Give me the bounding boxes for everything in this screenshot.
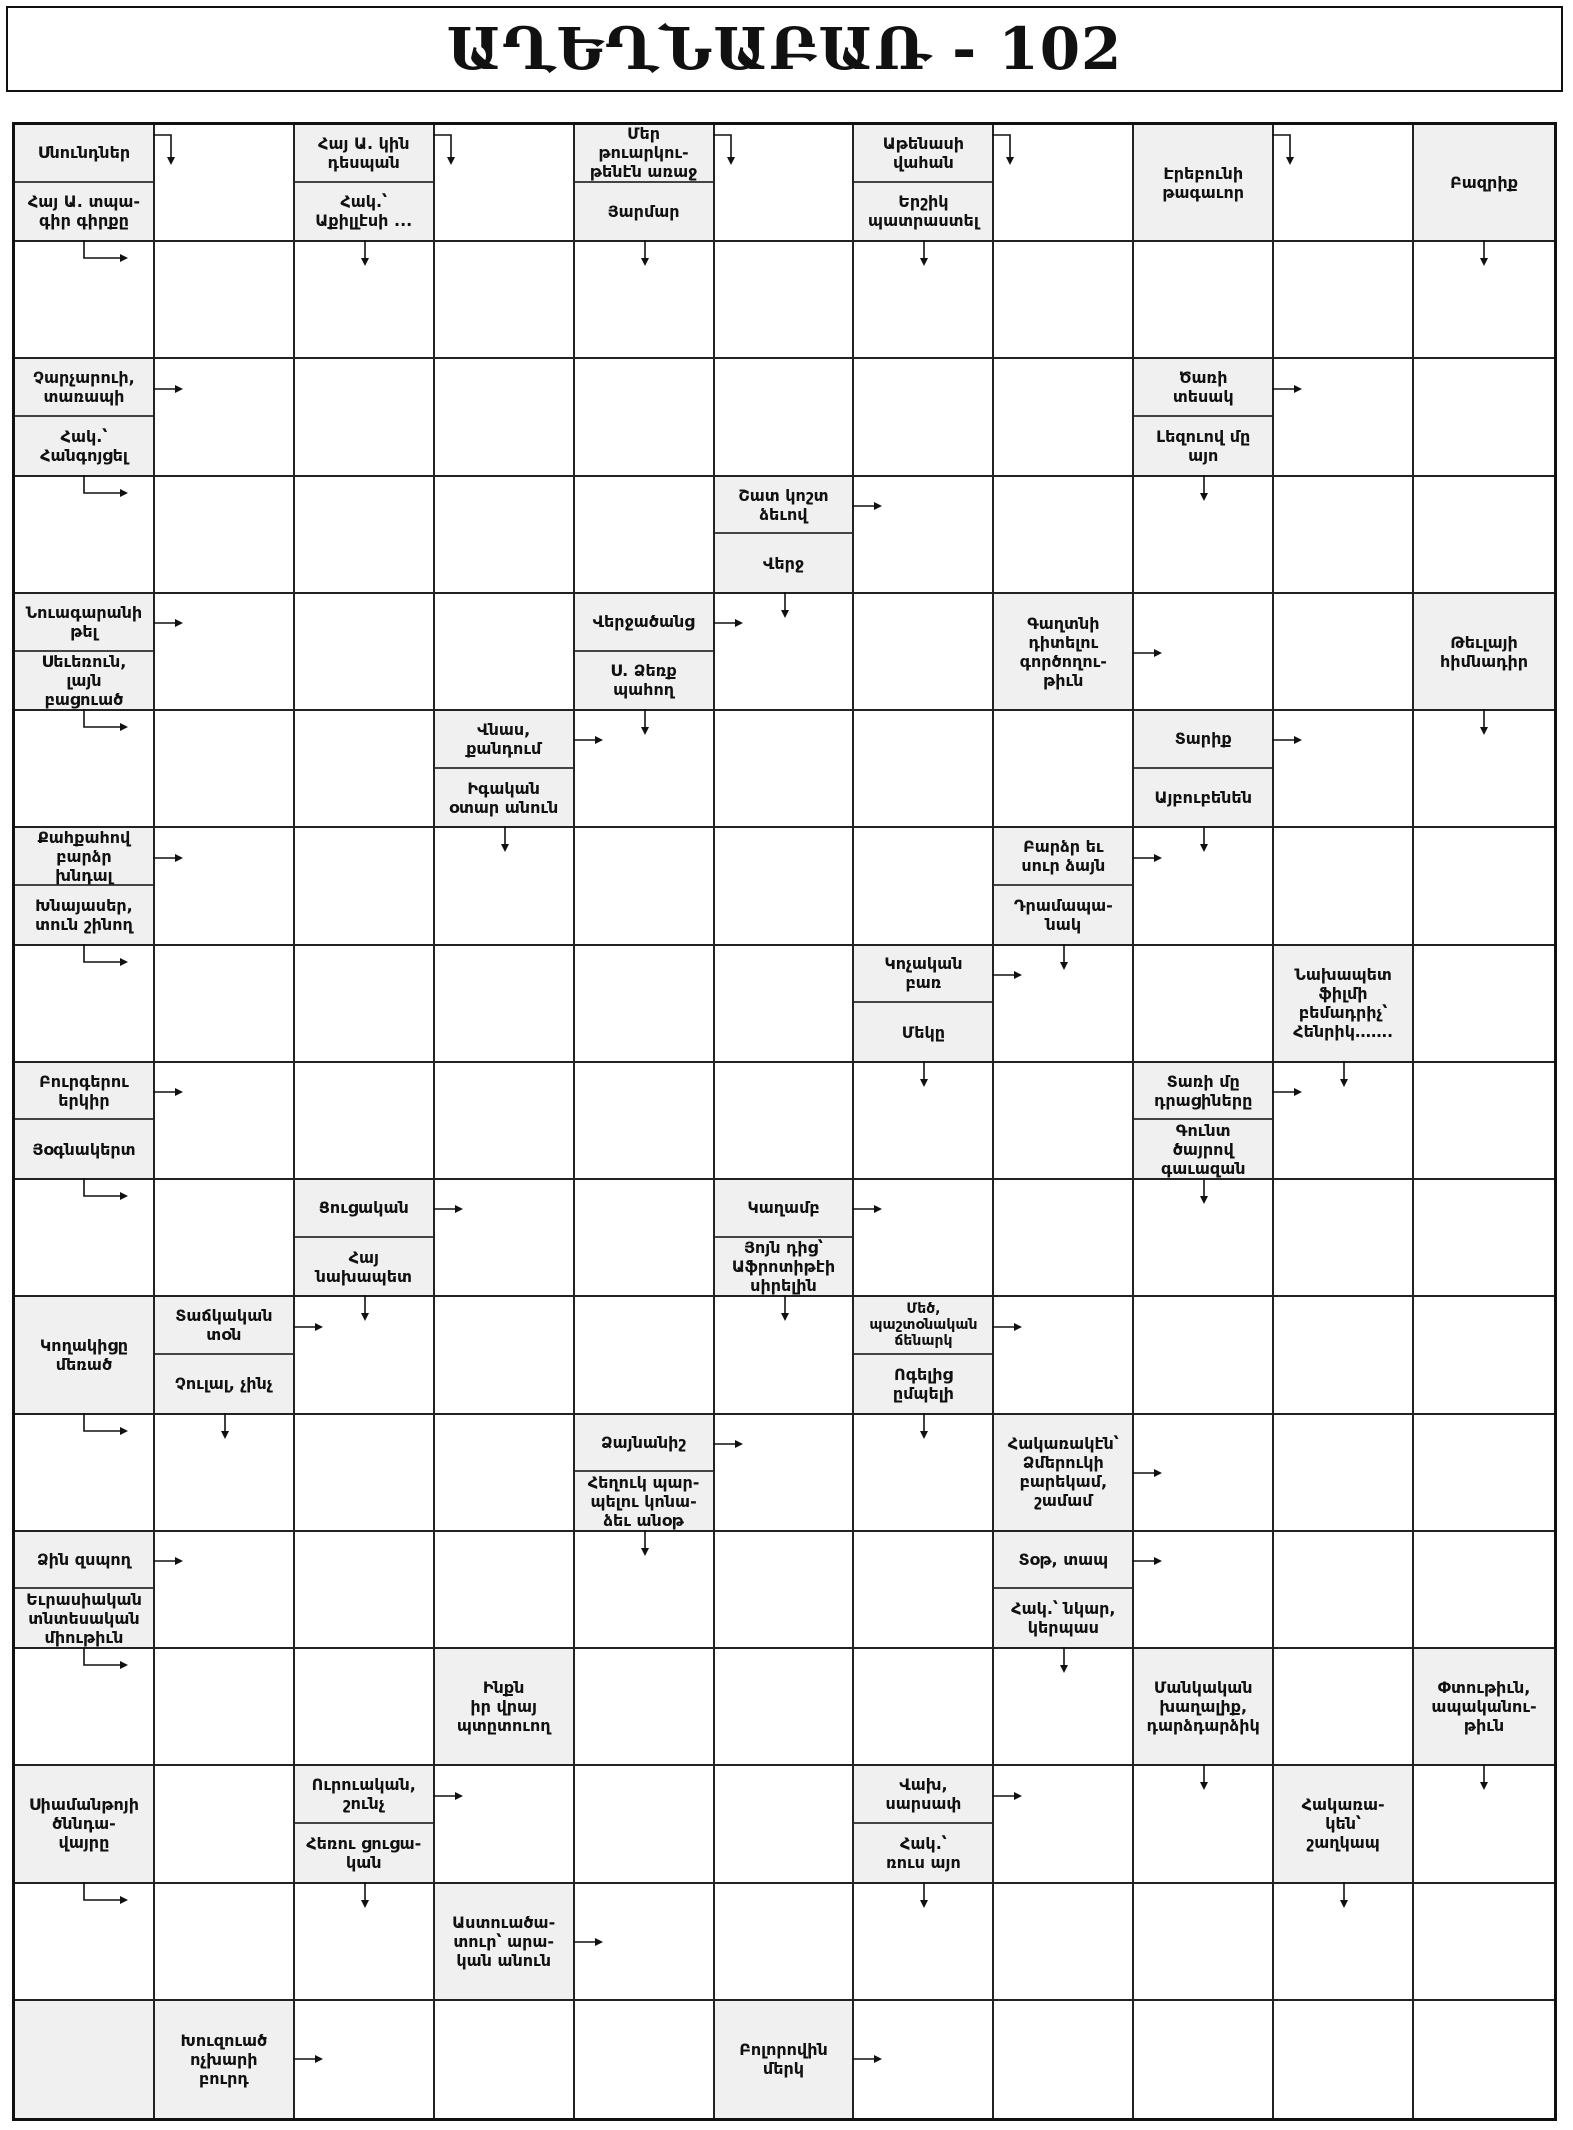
clue-text-top: Բարձր եւ սուր ձայն — [994, 828, 1132, 886]
answer-cell[interactable] — [1414, 946, 1556, 1063]
answer-cell[interactable] — [1414, 242, 1556, 359]
answer-cell[interactable] — [435, 1532, 575, 1649]
answer-cell[interactable] — [715, 828, 855, 945]
answer-cell[interactable] — [15, 242, 155, 359]
clue-text-top: Վախ, սարսափ — [854, 1766, 992, 1824]
clue-text: Ինքն իր վրայ պտըտուող — [456, 1678, 551, 1736]
answer-cell[interactable] — [155, 828, 295, 945]
clue-cell — [994, 1415, 1134, 1532]
answer-cell[interactable] — [854, 828, 994, 945]
answer-cell[interactable] — [994, 1297, 1134, 1414]
answer-cell[interactable] — [295, 1415, 435, 1532]
answer-cell[interactable] — [155, 1063, 295, 1180]
answer-cell[interactable] — [1274, 1649, 1414, 1766]
clue-text-top: Ցուցական — [295, 1180, 433, 1238]
clue-text: Կողակիցը մեռած — [39, 1335, 128, 1374]
clue-text-bottom: Այբուբենեն — [1154, 788, 1252, 808]
clue-text-bottom: Երշիկ պատրաստել — [868, 192, 979, 231]
answer-cell[interactable] — [575, 1766, 715, 1883]
clue-text-top: Ձայնանիշ — [575, 1415, 713, 1473]
answer-cell[interactable] — [1134, 242, 1274, 359]
clue-text-top: Վերջածանց — [575, 594, 713, 652]
answer-cell[interactable] — [575, 1649, 715, 1766]
crossword-grid — [12, 122, 1557, 2121]
answer-cell[interactable] — [1414, 1532, 1556, 1649]
clue-text-bottom: Հակ.՝ Աքիլլէսի ... — [315, 192, 413, 231]
answer-cell[interactable] — [854, 711, 994, 828]
answer-cell[interactable] — [575, 1180, 715, 1297]
answer-cell[interactable] — [435, 594, 575, 711]
clue-cell — [15, 1766, 155, 1883]
answer-cell[interactable] — [155, 1766, 295, 1883]
clue-text-top: Կոչական բառ — [854, 946, 992, 1004]
answer-cell[interactable] — [994, 359, 1134, 476]
clue-text: Հակառա- կեն՝ շաղկապ — [1301, 1795, 1385, 1853]
answer-cell[interactable] — [1274, 125, 1414, 242]
clue-text: Թեւլայի հիմնադիր — [1440, 632, 1529, 671]
answer-cell[interactable] — [15, 1649, 155, 1766]
answer-cell[interactable] — [435, 359, 575, 476]
answer-cell[interactable] — [1134, 1884, 1274, 2001]
answer-cell[interactable] — [155, 242, 295, 359]
clue-cell — [994, 594, 1134, 711]
clue-cell — [994, 1532, 1134, 1649]
answer-cell[interactable] — [715, 1532, 855, 1649]
answer-cell[interactable] — [1134, 477, 1274, 594]
answer-cell[interactable] — [854, 477, 994, 594]
clue-text-top: Կաղամբ — [715, 1180, 853, 1238]
answer-cell[interactable] — [435, 828, 575, 945]
answer-cell[interactable] — [854, 1649, 994, 1766]
answer-cell[interactable] — [1134, 594, 1274, 711]
answer-cell[interactable] — [994, 711, 1134, 828]
clue-text-top: Շատ կոշտ ձեւով — [715, 477, 853, 535]
clue-text-top: Մեծ, պաշտօնական ճենարկ — [854, 1297, 992, 1355]
answer-cell[interactable] — [715, 711, 855, 828]
clue-text: Բոլորովին մերկ — [739, 2040, 828, 2079]
answer-cell[interactable] — [435, 1415, 575, 1532]
answer-cell[interactable] — [994, 1649, 1134, 1766]
clue-text: Մանկական խաղալիք, դարձդարձիկ — [1146, 1678, 1260, 1736]
answer-cell[interactable] — [295, 477, 435, 594]
answer-cell[interactable] — [1414, 1297, 1556, 1414]
clue-cell — [15, 125, 155, 242]
clue-text-top: Քահքահով բարձր խնդալ — [15, 828, 153, 886]
answer-cell[interactable] — [715, 1884, 855, 2001]
answer-cell[interactable] — [435, 1063, 575, 1180]
answer-cell[interactable] — [155, 1649, 295, 1766]
answer-cell[interactable] — [1134, 1766, 1274, 1883]
answer-cell[interactable] — [155, 125, 295, 242]
answer-cell[interactable] — [155, 711, 295, 828]
clue-text-bottom: Հեղուկ պար- պելու կոնա- ձեւ անօթ — [587, 1472, 700, 1530]
answer-cell[interactable] — [575, 946, 715, 1063]
answer-cell[interactable] — [854, 2001, 994, 2120]
answer-cell[interactable] — [715, 594, 855, 711]
clue-text: Խուզուած ոչխարի բուրդ — [180, 2030, 268, 2088]
clue-cell — [1414, 125, 1556, 242]
clue-cell — [575, 125, 715, 242]
answer-cell[interactable] — [1414, 2001, 1556, 2120]
clue-text-bottom: Հայ նախապետ — [315, 1247, 412, 1286]
answer-cell[interactable] — [155, 1180, 295, 1297]
clue-text: Հակառակէն՝ Ձմերուկի բարեկամ, շամամ — [1007, 1434, 1119, 1511]
answer-cell[interactable] — [1414, 711, 1556, 828]
clue-text-bottom: Ոգելից ըմպելի — [892, 1364, 954, 1403]
answer-cell[interactable] — [994, 1063, 1134, 1180]
clue-text-bottom: Եւրասիական տնտեսական միութիւն — [26, 1589, 142, 1647]
answer-cell[interactable] — [854, 359, 994, 476]
answer-cell[interactable] — [435, 1180, 575, 1297]
clue-cell — [1274, 946, 1414, 1063]
answer-cell[interactable] — [155, 594, 295, 711]
clue-text-bottom: Հեռու ցուցա- կան — [306, 1833, 422, 1872]
answer-cell[interactable] — [994, 242, 1134, 359]
clue-text: Աստուածա- տուր՝ արա- կան անուն — [452, 1912, 556, 1970]
answer-cell[interactable] — [994, 477, 1134, 594]
clue-text-top: Մեր թուարկու- թենէն առաջ — [575, 125, 713, 183]
clue-cell — [575, 594, 715, 711]
answer-cell[interactable] — [1414, 828, 1556, 945]
answer-cell[interactable] — [435, 125, 575, 242]
answer-cell[interactable] — [994, 946, 1134, 1063]
answer-cell[interactable] — [155, 477, 295, 594]
blocked-cell — [15, 2001, 155, 2120]
answer-cell[interactable] — [1274, 1532, 1414, 1649]
answer-cell[interactable] — [854, 1415, 994, 1532]
answer-cell[interactable] — [575, 242, 715, 359]
answer-cell[interactable] — [854, 1532, 994, 1649]
answer-cell[interactable] — [435, 477, 575, 594]
answer-cell[interactable] — [715, 242, 855, 359]
answer-cell[interactable] — [1134, 828, 1274, 945]
clue-text-top: Տարիք — [1134, 711, 1272, 769]
clue-text-bottom: Հայ Ա. տպա- գիր գիրքը — [27, 192, 141, 231]
clue-text-top: Ձին զսպող — [15, 1532, 153, 1590]
clue-text-top: Տառի մը դրացիները — [1134, 1063, 1272, 1121]
clue-text-top: Հայ Ա. կին դեսպան — [295, 125, 433, 183]
answer-cell[interactable] — [1274, 828, 1414, 945]
clue-cell — [1414, 1649, 1556, 1766]
clue-text-top: Վնաս, քանդում — [435, 711, 573, 769]
clue-text-bottom: Վերջ — [762, 553, 805, 573]
clue-cell — [854, 125, 994, 242]
clue-cell — [1134, 1649, 1274, 1766]
clue-text-bottom: Իգական օտար անուն — [449, 778, 559, 817]
answer-cell[interactable] — [1414, 1180, 1556, 1297]
answer-cell[interactable] — [575, 1063, 715, 1180]
answer-cell[interactable] — [994, 1884, 1134, 2001]
answer-cell[interactable] — [1414, 359, 1556, 476]
answer-cell[interactable] — [15, 477, 155, 594]
clue-text-bottom: Լեզուով մը այո — [1156, 426, 1251, 465]
clue-cell — [435, 711, 575, 828]
answer-cell[interactable] — [575, 828, 715, 945]
clue-text-bottom: Հակ.՝ նկար, կերպաս — [1011, 1599, 1116, 1638]
answer-cell[interactable] — [435, 1297, 575, 1414]
answer-cell[interactable] — [1414, 1063, 1556, 1180]
clue-text-bottom: Յօգնակերտ — [32, 1139, 136, 1159]
answer-cell[interactable] — [1414, 1766, 1556, 1883]
answer-cell[interactable] — [155, 1415, 295, 1532]
answer-cell[interactable] — [1274, 1415, 1414, 1532]
clue-cell — [295, 1766, 435, 1883]
answer-cell[interactable] — [15, 1884, 155, 2001]
answer-cell[interactable] — [854, 1884, 994, 2001]
answer-cell[interactable] — [1134, 946, 1274, 1063]
answer-cell[interactable] — [715, 359, 855, 476]
answer-cell[interactable] — [435, 1766, 575, 1883]
answer-cell[interactable] — [715, 1766, 855, 1883]
puzzle-title: ԱՂԵՂՆԱԲԱՌ - 102 — [446, 15, 1123, 83]
answer-cell[interactable] — [295, 828, 435, 945]
answer-cell[interactable] — [295, 1063, 435, 1180]
answer-cell[interactable] — [1274, 477, 1414, 594]
answer-cell[interactable] — [15, 1415, 155, 1532]
clue-cell — [295, 1180, 435, 1297]
clue-text-bottom: Խնայասեր, տուն շինող — [35, 895, 133, 934]
clue-cell — [155, 2001, 295, 2120]
clue-cell — [854, 946, 994, 1063]
clue-cell — [295, 125, 435, 242]
answer-cell[interactable] — [15, 1180, 155, 1297]
clue-cell — [715, 1180, 855, 1297]
clue-text-bottom: Գունտ ծայրով գաւազան — [1160, 1120, 1246, 1178]
answer-cell[interactable] — [1414, 1415, 1556, 1532]
answer-cell[interactable] — [295, 946, 435, 1063]
answer-cell[interactable] — [1134, 1415, 1274, 1532]
clue-text-top: Ուրուական, շունչ — [295, 1766, 433, 1824]
clue-cell — [15, 1532, 155, 1649]
answer-cell[interactable] — [1274, 1063, 1414, 1180]
answer-cell[interactable] — [715, 1649, 855, 1766]
clue-text-top: Բուրգերու երկիր — [15, 1063, 153, 1121]
answer-cell[interactable] — [854, 1180, 994, 1297]
clue-text-bottom: Չուլալ, չինչ — [175, 1374, 273, 1394]
clue-text-top: Ծառի տեսակ — [1134, 359, 1272, 417]
answer-cell[interactable] — [295, 242, 435, 359]
clue-cell — [15, 828, 155, 945]
answer-cell[interactable] — [994, 1180, 1134, 1297]
clue-text-bottom: Մեկը — [901, 1022, 946, 1042]
clue-cell — [1274, 1766, 1414, 1883]
answer-cell[interactable] — [1414, 1884, 1556, 2001]
clue-cell — [1134, 1063, 1274, 1180]
clue-text: Փտութիւն, ապականու- թիւն — [1431, 1678, 1537, 1736]
answer-cell[interactable] — [295, 2001, 435, 2120]
clue-text-top: Տաճկական տօն — [155, 1297, 293, 1355]
answer-cell[interactable] — [1134, 1297, 1274, 1414]
answer-cell[interactable] — [1414, 477, 1556, 594]
answer-cell[interactable] — [715, 1063, 855, 1180]
answer-cell[interactable] — [1274, 594, 1414, 711]
answer-cell[interactable] — [994, 125, 1134, 242]
clue-text-bottom: Յարմար — [607, 201, 680, 221]
answer-cell[interactable] — [435, 242, 575, 359]
clue-cell — [15, 359, 155, 476]
clue-text-bottom: Ս. Ձեռք պահող — [610, 661, 677, 700]
clue-cell — [715, 2001, 855, 2120]
answer-cell[interactable] — [575, 359, 715, 476]
clue-cell — [15, 1063, 155, 1180]
answer-cell[interactable] — [155, 359, 295, 476]
answer-cell[interactable] — [295, 711, 435, 828]
answer-cell[interactable] — [15, 711, 155, 828]
answer-cell[interactable] — [155, 946, 295, 1063]
clue-cell — [715, 477, 855, 594]
answer-cell[interactable] — [435, 2001, 575, 2120]
answer-cell[interactable] — [575, 1884, 715, 2001]
clue-text: Սիամանթոյի ծննդա- վայրը — [28, 1795, 140, 1853]
clue-cell — [575, 1415, 715, 1532]
clue-text: Էրեբունի թագաւոր — [1162, 163, 1245, 202]
answer-cell[interactable] — [295, 1532, 435, 1649]
answer-cell[interactable] — [295, 1649, 435, 1766]
answer-cell[interactable] — [1134, 2001, 1274, 2120]
answer-cell[interactable] — [295, 1297, 435, 1414]
answer-cell[interactable] — [1274, 1180, 1414, 1297]
answer-cell[interactable] — [575, 711, 715, 828]
answer-cell[interactable] — [715, 946, 855, 1063]
answer-cell[interactable] — [994, 1766, 1134, 1883]
clue-text-bottom: Սեւեռուն, լայն բացուած — [41, 651, 127, 709]
answer-cell[interactable] — [155, 1532, 295, 1649]
answer-cell[interactable] — [1274, 711, 1414, 828]
answer-cell[interactable] — [994, 2001, 1134, 2120]
clue-text-bottom: Յոյն դից՝ Աֆրոտիթէի սիրելին — [731, 1238, 836, 1296]
answer-cell[interactable] — [575, 477, 715, 594]
answer-cell[interactable] — [1134, 1180, 1274, 1297]
answer-cell[interactable] — [1274, 1884, 1414, 2001]
answer-cell[interactable] — [295, 594, 435, 711]
answer-cell[interactable] — [1134, 1532, 1274, 1649]
answer-cell[interactable] — [295, 359, 435, 476]
clue-text-top: Չարչարուի, տառապի — [15, 359, 153, 417]
clue-text-top: Աթենասի վահան — [854, 125, 992, 183]
clue-text: Գաղտնի դիտելու գործողու- թիւն — [1019, 613, 1107, 690]
clue-cell — [1414, 594, 1556, 711]
answer-cell[interactable] — [854, 242, 994, 359]
clue-text-top: Նուագարանի թել — [15, 594, 153, 652]
answer-cell[interactable] — [854, 594, 994, 711]
clue-text-top: Տօթ, տապ — [994, 1532, 1132, 1590]
answer-cell[interactable] — [575, 1532, 715, 1649]
clue-cell — [435, 1649, 575, 1766]
clue-cell — [854, 1297, 994, 1414]
answer-cell[interactable] — [575, 2001, 715, 2120]
clue-cell — [15, 1297, 155, 1414]
answer-cell[interactable] — [715, 1415, 855, 1532]
answer-cell[interactable] — [435, 946, 575, 1063]
answer-cell[interactable] — [575, 1297, 715, 1414]
clue-text-top: Սնունդներ — [15, 125, 153, 183]
clue-text-bottom: Հակ.՝ ռուս այո — [886, 1833, 961, 1872]
answer-cell[interactable] — [1274, 242, 1414, 359]
clue-cell — [155, 1297, 295, 1414]
answer-cell[interactable] — [1274, 359, 1414, 476]
answer-cell[interactable] — [1274, 2001, 1414, 2120]
clue-cell — [994, 828, 1134, 945]
answer-cell[interactable] — [715, 1297, 855, 1414]
clue-cell — [15, 594, 155, 711]
answer-cell[interactable] — [295, 1884, 435, 2001]
clue-text-bottom: Դրամապա- նակ — [1013, 895, 1113, 934]
clue-text: Նախապետ ֆիլմի բեմադրիչ՝ Հենրիկ……. — [1293, 965, 1394, 1042]
clue-text-bottom: Հակ.՝ Հանգոյցել — [40, 426, 128, 465]
puzzle-title-box — [6, 6, 1563, 92]
answer-cell[interactable] — [1274, 1297, 1414, 1414]
clue-cell — [854, 1766, 994, 1883]
clue-text: Բազրիք — [1450, 173, 1518, 193]
answer-cell[interactable] — [155, 1884, 295, 2001]
clue-cell — [1134, 125, 1274, 242]
answer-cell[interactable] — [15, 946, 155, 1063]
clue-cell — [435, 1884, 575, 2001]
answer-cell[interactable] — [854, 1063, 994, 1180]
clue-cell — [1134, 711, 1274, 828]
answer-cell[interactable] — [715, 125, 855, 242]
clue-cell — [1134, 359, 1274, 476]
